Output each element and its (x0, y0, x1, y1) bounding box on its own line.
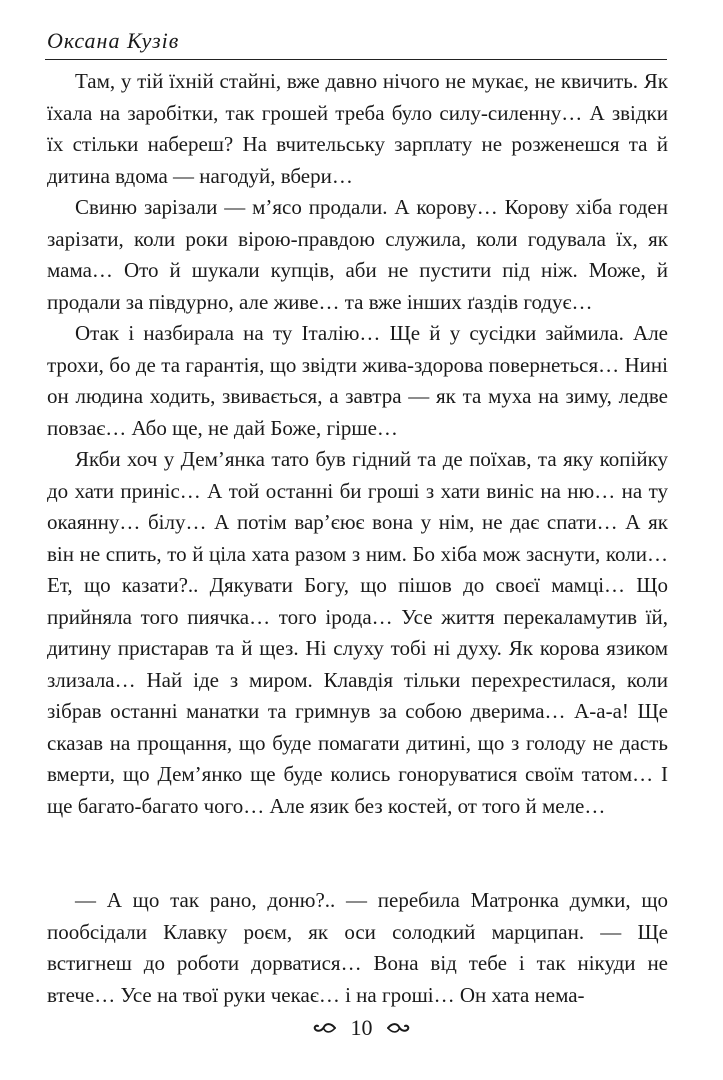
paragraph: Якби хоч у Дем’янка тато був гідний та де поїхав, та яку копійку до хати приніс… А той останні би гроші з хати виніс на ню… на ту окаянну… білу… А потім вар’єює вона у нім, не дає спати… А як він не спить, то й ціла хата разом з ним. Бо хіба мож заснути, коли… Ет, що казати?.. Дякувати Богу, що пішов до своєї мамці… Що прийняла того пиячка… того ірода… Усе життя перекаламутив їй, дитину пристарав та й щез. Ні слуху тобі ні духу. Як корова язиком злизала… Най іде з миром. Клавдія тільки перехрестилася, коли зібрав останні манатки та гримнув за собою дверима… А-а-а! Ще сказав на прощання, що буде помагати дитині, що з голоду не дасть вмерти, що Дем’янко ще буде колись гоноруватися своїм татом… І ще багато-багато чого… Але язик без костей, от того й меле… (47, 447, 668, 818)
paragraph: Свиню зарізали — м’ясо продали. А корову… Корову хіба годен зарізати, коли роки вірою-правдою служила, коли годувала їх, як мама… Ото й шукали купців, аби не пустити під ніж. Може, й продали за півдурно, але живе… та вже інших ґаздів годує… (47, 195, 668, 314)
body-text (47, 66, 668, 1011)
page-footer (0, 1012, 723, 1040)
left-ornament-icon (313, 1021, 337, 1035)
section-break (47, 822, 668, 885)
paragraph: Отак і назбирала на ту Італію… Ще й у сусідки займила. Але трохи, бо де та гарантія, що звідти жива-здорова повернеться… Нині он людина ходить, звивається, а завтра — як та муха на зиму, ледве повзає… Або ще, не дай Боже, гірше… (47, 321, 668, 440)
header-rule (45, 59, 667, 60)
header-author: Оксана Кузів (47, 28, 180, 53)
right-ornament-icon (386, 1021, 410, 1035)
paragraph: Там, у тій їхній стайні, вже давно нічого не мукає, не квичить. Як їхала на заробітки, так грошей треба було силу-силенну… А звідки їх стільки набереш? На вчительську зарплату не розженешся та й дитина вдома — нагодуй, вбери… (47, 69, 668, 188)
paragraph: — А що так рано, доню?.. — перебила Матронка думки, що пообсідали Клавку роєм, як оси солодкий марципан. — Ще встигнеш до роботи дорватися… Вона від тебе і так нікуди не втече… Усе на твої руки чекає… і на гроші… Он хата нема- (47, 888, 668, 1007)
running-header (45, 20, 667, 58)
page-number: 10 (350, 1014, 373, 1040)
